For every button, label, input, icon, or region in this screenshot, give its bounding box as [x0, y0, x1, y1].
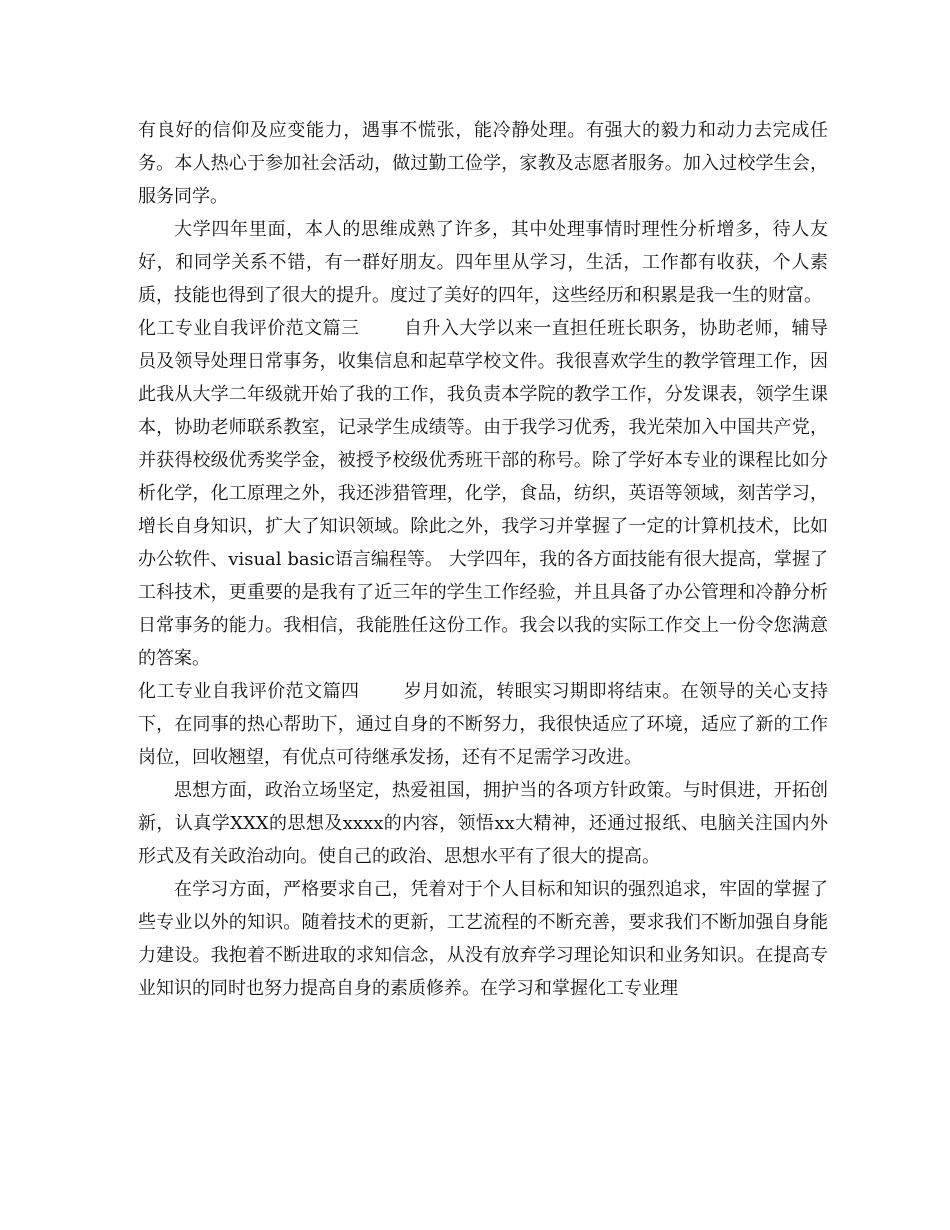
- document-body: [138, 114, 828, 1005]
- paragraph-traits: [138, 114, 828, 213]
- section-heading: 化工专业自我评价范文篇四: [138, 681, 360, 702]
- paragraph-ideology: [138, 774, 828, 873]
- paragraph-text: 在学习方面，严格要求自己，凭着对于个人目标和知识的强烈追求，牢固的掌握了些专业以外的知识。随着技术的更新，工艺流程的不断充善，要求我们不断加强自身能力建设。我抱着不断进取的求知信念，从没有放弃学习理论知识和业务知识。在提高专业知识的同时也努力提高自身的素质修养。在学习和掌握化工专业理: [138, 879, 828, 999]
- section-heading: 化工专业自我评价范文篇三: [138, 318, 360, 339]
- paragraph-text: 大学四年里面，本人的思维成熟了许多，其中处理事情时理性分析增多，待人友好，和同学关系不错，有一群好朋友。四年里从学习，生活，工作都有收获，个人素质，技能也得到了很大的提升。度过了美好的四年，这些经历和积累是我一生的财富。: [138, 219, 828, 306]
- section-article-four: [138, 675, 828, 774]
- paragraph-university-years: [138, 213, 828, 312]
- section-text: 自升入大学以来一直担任班长职务，协助老师，辅导员及领导处理日常事务，收集信息和起草学校文件。我很喜欢学生的教学管理工作，因此我从大学二年级就开始了我的工作，我负责本学院的教学工作，分发课表，领学生课本，协助老师联系教室，记录学生成绩等。由于我学习优秀，我光荣加入中国共产党，并获得校级优秀奖学金，被授予校级优秀班干部的称号。除了学好本专业的课程比如分析化学，化工原理之外，我还涉猎管理，化学，食品，纺织，英语等领域，刻苦学习，增长自身知识，扩大了知识领域。除此之外，我学习并掌握了一定的计算机技术，比如办公软件、visual basic语言编程等。 大学四年，我的各方面技能有很大提高，掌握了工科技术，更重要的是我有了近三年的学生工作经验，并且具备了办公管理和冷静分析日常事务的能力。我相信，我能胜任这份工作。我会以我的实际工作交上一份令您满意的答案。: [138, 318, 828, 669]
- section-article-three: [138, 312, 828, 675]
- paragraph-text: 有良好的信仰及应变能力，遇事不慌张，能冷静处理。有强大的毅力和动力去完成任务。本人热心于参加社会活动，做过勤工俭学，家教及志愿者服务。加入过校学生会，服务同学。: [138, 120, 828, 207]
- section-text: 岁月如流，转眼实习期即将结束。在领导的关心支持下，在同事的热心帮助下，通过自身的不断努力，我很快适应了环境，适应了新的工作岗位，回收翘望，有优点可待继承发扬，还有不足需学习改进。: [138, 681, 828, 768]
- paragraph-study: [138, 873, 828, 1005]
- paragraph-text: 思想方面，政治立场坚定，热爱祖国，拥护当的各项方针政策。与时俱进，开拓创新，认真学XXX的思想及xxxx的内容，领悟xx大精神，还通过报纸、电脑关注国内外形式及有关政治动向。使自己的政治、思想水平有了很大的提高。: [138, 780, 828, 867]
